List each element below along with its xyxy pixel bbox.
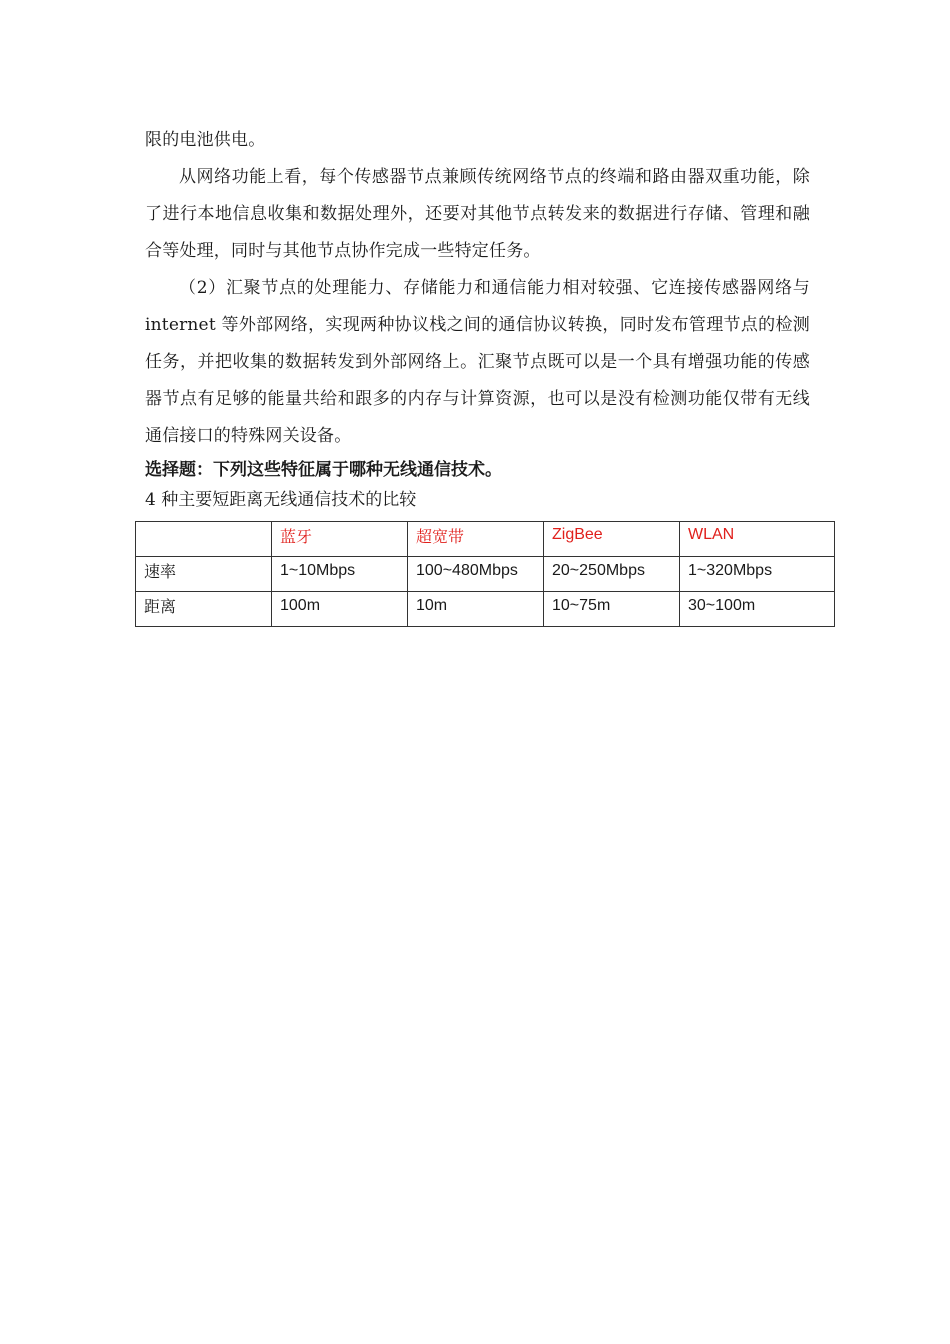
paragraph-sink-node: （2）汇聚节点的处理能力、存储能力和通信能力相对较强、它连接传感器网络与 internet 等外部网络，实现两种协议栈之间的通信协议转换，同时发布管理节点的检测任务，并把收集的数据转发到外部网络上。汇聚节点既可以是一个具有增强功能的传感器节点有足够的能量共给和跟多的内存与计算资源，也可以是没有检测功能仅带有无线通信接口的特殊网关设备。 xyxy=(145,278,810,446)
table-row xyxy=(136,557,835,592)
row-label-distance: 距离 xyxy=(136,592,272,627)
table-cell: 100m xyxy=(272,592,408,627)
table-cell: 10m xyxy=(408,592,544,627)
table-cell: 30~100m xyxy=(680,592,835,627)
paragraph-continuation: 限的电池供电。 xyxy=(145,130,266,150)
table-cell: 10~75m xyxy=(544,592,680,627)
table-cell: 1~10Mbps xyxy=(272,557,408,592)
header-cell-bluetooth: 蓝牙 xyxy=(272,522,408,557)
table-cell: 1~320Mbps xyxy=(680,557,835,592)
table-row xyxy=(136,592,835,627)
question-heading: 选择题：下列这些特征属于哪种无线通信技术。 xyxy=(145,460,502,480)
header-cell-uwb: 超宽带 xyxy=(408,522,544,557)
header-cell-wlan: WLAN xyxy=(680,522,835,557)
header-cell-zigbee: ZigBee xyxy=(544,522,680,557)
table-caption: 4 种主要短距离无线通信技术的比较 xyxy=(145,490,417,510)
comparison-table xyxy=(135,521,835,627)
table-cell: 100~480Mbps xyxy=(408,557,544,592)
table-cell: 20~250Mbps xyxy=(544,557,680,592)
table-header-row xyxy=(136,522,835,557)
row-label-rate: 速率 xyxy=(136,557,272,592)
header-cell-empty xyxy=(136,522,272,557)
document-body xyxy=(145,122,810,515)
paragraph-network-function: 从网络功能上看，每个传感器节点兼顾传统网络节点的终端和路由器双重功能，除了进行本地信息收集和数据处理外，还要对其他节点转发来的数据进行存储、管理和融合等处理，同时与其他节点协作完成一些特定任务。 xyxy=(145,167,810,261)
